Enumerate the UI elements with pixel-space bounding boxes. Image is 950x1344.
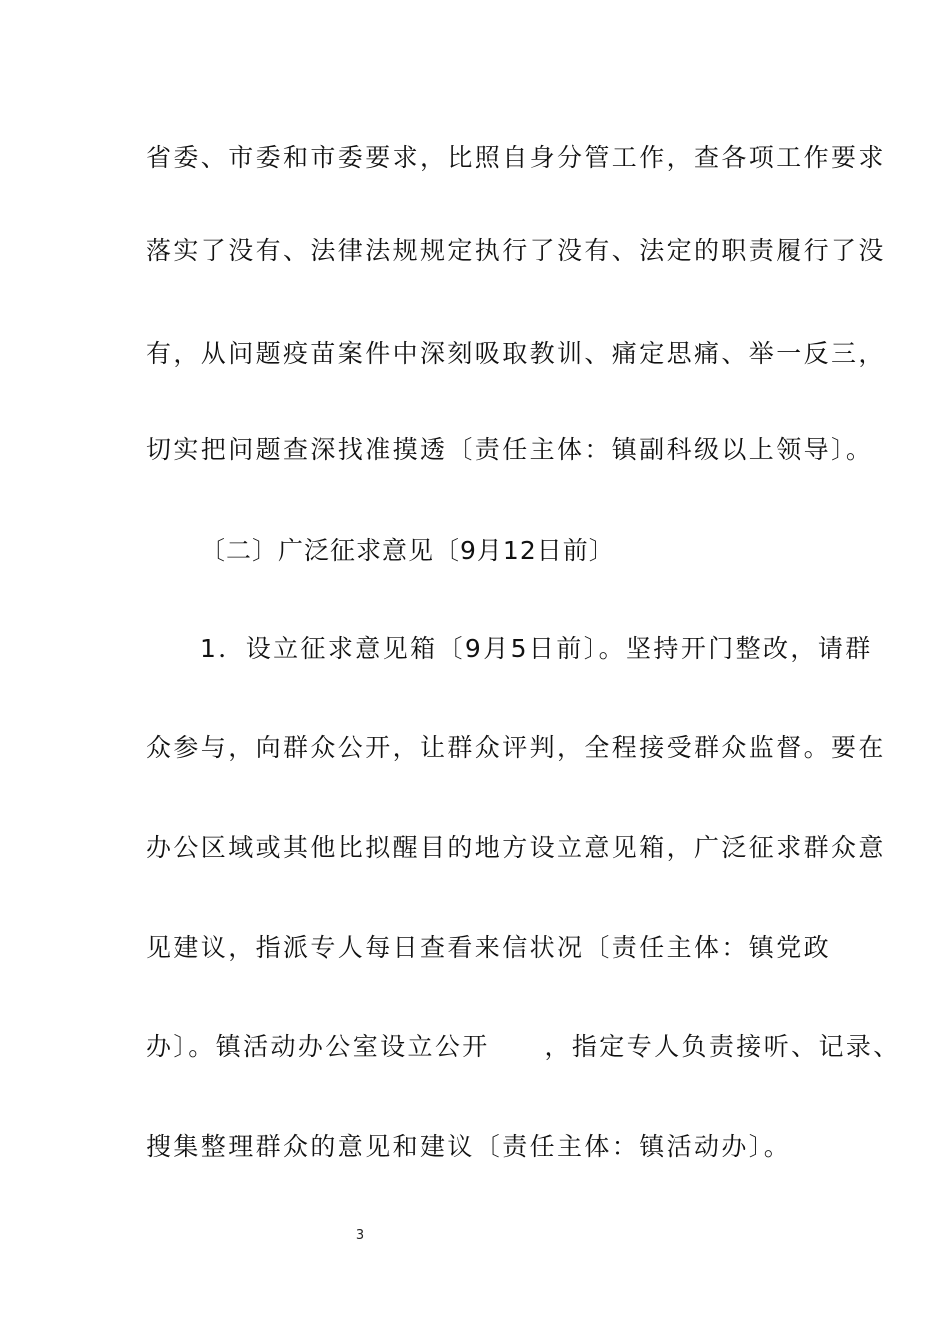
list-item-heading: 1．设立征求意见箱〔9月5日前〕。坚持开门整改，请群	[200, 634, 873, 663]
paragraph-line-11: 搜集整理群众的意见和建议〔责任主体：镇活动办〕。	[146, 1132, 792, 1161]
paragraph-line-4: 切实把问题查深找准摸透〔责任主体：镇副科级以上领导〕。	[146, 435, 874, 464]
paragraph-line-3: 有，从问题疫苗案件中深刻吸取教训、痛定思痛、举一反三，	[146, 339, 886, 368]
paragraph-line-10: 办〕。镇活动办公室设立公开 ，指定专人负责接听、记录、	[146, 1032, 901, 1061]
paragraph-line-1: 省委、市委和市委要求，比照自身分管工作，查各项工作要求	[146, 143, 886, 172]
paragraph-line-8: 办公区域或其他比拟醒目的地方设立意见箱，广泛征求群众意	[146, 833, 886, 862]
page-number: 3	[355, 1228, 365, 1243]
paragraph-line-2: 落实了没有、法律法规规定执行了没有、法定的职责履行了没	[146, 236, 886, 265]
paragraph-line-9: 见建议，指派专人每日查看来信状况〔责任主体：镇党政	[146, 933, 832, 962]
paragraph-line-7: 众参与，向群众公开，让群众评判，全程接受群众监督。要在	[146, 733, 886, 762]
section-heading: 〔二〕广泛征求意见〔9月12日前〕	[200, 536, 615, 565]
